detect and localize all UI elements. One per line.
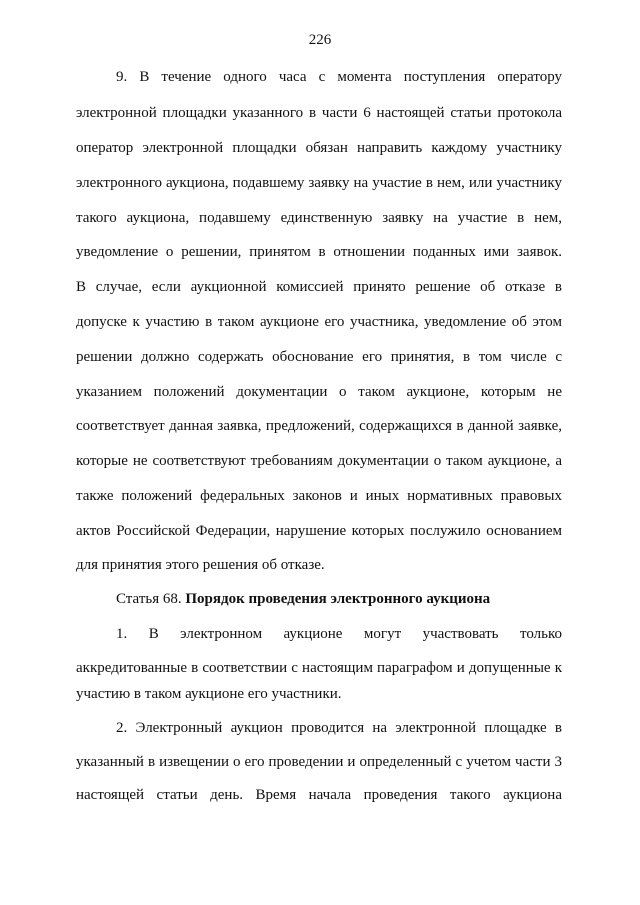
text-line: указанный в извещении о его проведении и определенный с учетом части 3 xyxy=(76,754,562,770)
text-line: электронной площадки указанного в части 6 настоящей статьи протокола xyxy=(76,105,562,121)
text-line: также положений федеральных законов и иных нормативных правовых xyxy=(76,488,562,504)
text-line: решении должно содержать обоснование его принятия, в том числе с xyxy=(76,349,562,365)
article-prefix: Статья 68. xyxy=(116,591,186,607)
text-line: допуске к участию в таком аукционе его участника, уведомление об этом xyxy=(76,314,562,330)
page-number: 226 xyxy=(308,32,332,48)
text-line: участию в таком аукционе его участники. xyxy=(76,686,342,702)
text-line: аккредитованные в соответствии с настоящим параграфом и допущенные к xyxy=(76,660,562,676)
article-heading xyxy=(116,589,490,609)
text-line: соответствует данная заявка, предложений, содержащихся в данной заявке, xyxy=(76,418,562,434)
text-line: 1. В электронном аукционе могут участвовать только xyxy=(116,626,562,642)
text-line: 2. Электронный аукцион проводится на электронной площадке в xyxy=(116,720,562,736)
text-line: актов Российской Федерации, нарушение которых послужило основанием xyxy=(76,523,562,539)
text-line: такого аукциона, подавшему единственную заявку на участие в нем, xyxy=(76,210,562,226)
text-line: уведомление о решении, принятом в отношении поданных ими заявок. xyxy=(76,244,562,260)
text-line: для принятия этого решения об отказе. xyxy=(76,557,325,573)
text-line: В случае, если аукционной комиссией принято решение об отказе в xyxy=(76,279,562,295)
article-title: Порядок проведения электронного аукциона xyxy=(185,591,491,607)
text-line: электронного аукциона, подавшему заявку на участие в нем, или участнику xyxy=(76,175,562,191)
text-line: которые не соответствуют требованиям документации о таком аукционе, а xyxy=(76,453,562,469)
text-line: указанием положений документации о таком аукционе, которым не xyxy=(76,384,562,400)
text-line: оператор электронной площадки обязан направить каждому участнику xyxy=(76,140,562,156)
text-line: настоящей статьи день. Время начала проведения такого аукциона xyxy=(76,787,562,803)
text-line: 9. В течение одного часа с момента поступления оператору xyxy=(116,69,562,85)
